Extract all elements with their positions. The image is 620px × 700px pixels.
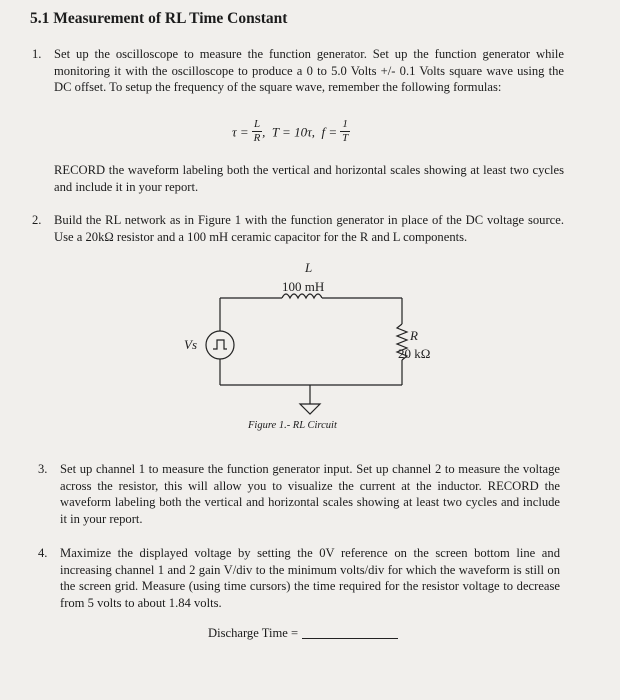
item-text: Build the RL network as in Figure 1 with the function generator in place of the DC voltage source. Use a 20kΩ resistor and a 100 mH ceramic capacitor for the R and L components.	[54, 213, 564, 244]
formula-period: T = 10τ,	[271, 124, 315, 140]
formula-tau: τ =	[232, 124, 249, 140]
fraction-denominator: R	[253, 132, 261, 144]
item-text: Maximize the displayed voltage by setting the 0V reference on the screen bottom line and increasing channel 1 and 2 gain V/div to the minimum volts/div for which the waveform is still on the screen grid. Measure (using time cursors) the time required for the resistor voltage to decrease from 5 volts to about 1.84 volts.	[60, 546, 560, 610]
discharge-time-label: Discharge Time =	[208, 626, 299, 640]
formula-line	[232, 120, 350, 147]
discharge-time-field	[208, 626, 398, 641]
fraction-numerator: 1	[342, 118, 348, 130]
item-text: Set up channel 1 to measure the function generator input. Set up channel 2 to measure the voltage across the resistor, this will allow you to visualize the current at the inductor. RECORD the waveform labeling both the vertical and horizontal scales showing at least two cycles and include it in your report.	[60, 462, 560, 526]
fraction-denominator: T	[342, 132, 349, 144]
item-text: Set up the oscilloscope to measure the function generator. Set up the function generator while monitoring it with the oscilloscope to produce a 0 to 5.0 Volts +/- 0.1 Volts square wave using the DC offset. To setup the frequency of the square wave, remember the following formulas:	[54, 47, 564, 94]
resistor-value-label: 20 kΩ	[398, 346, 431, 361]
item-number: 3.	[38, 462, 48, 476]
formula-frequency: f =	[321, 124, 338, 140]
fraction-one-over-t	[340, 118, 350, 145]
item-number: 4.	[38, 546, 48, 560]
discharge-time-blank[interactable]	[302, 638, 398, 639]
figure-caption: Figure 1.- RL Circuit	[248, 420, 337, 431]
fraction-l-over-r	[252, 118, 262, 145]
inductor-value-label: 100 mH	[282, 279, 325, 294]
resistor-symbol-label: R	[410, 328, 418, 343]
inductor-symbol	[282, 294, 322, 298]
section-title: 5.1 Measurement of RL Time Constant	[30, 10, 288, 27]
item-text: RECORD the waveform labeling both the vertical and horizontal scales showing at least two cycles and include it in your report.	[54, 163, 564, 194]
rl-circuit-diagram	[170, 258, 470, 438]
inductor-symbol-label: L	[305, 260, 313, 275]
square-wave-icon	[213, 340, 227, 349]
item-number: 1.	[32, 47, 42, 61]
ground-icon	[300, 404, 320, 414]
source-circle	[206, 331, 234, 359]
source-label: Vs	[184, 337, 197, 352]
formula-separator: ,	[262, 124, 266, 140]
fraction-numerator: L	[253, 118, 261, 130]
item-number: 2.	[32, 213, 42, 227]
